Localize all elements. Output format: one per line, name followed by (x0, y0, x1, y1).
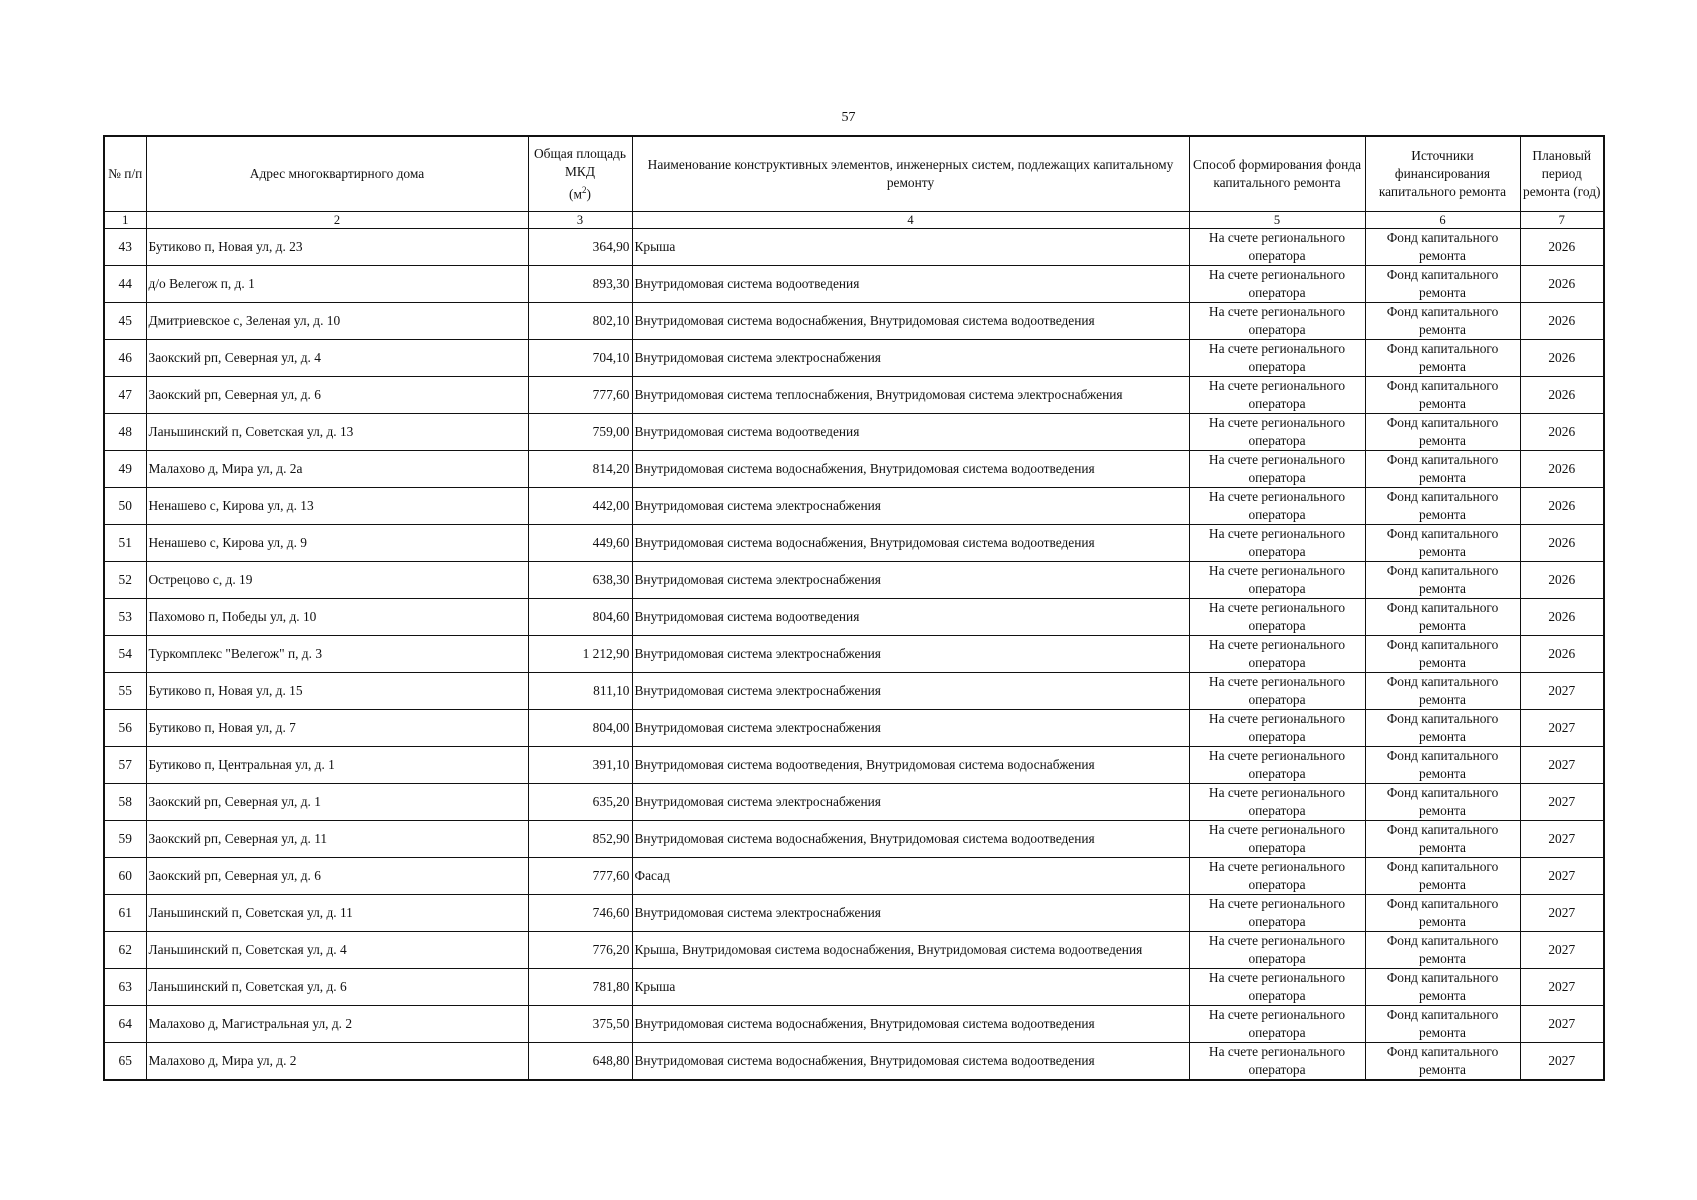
column-number: 4 (632, 212, 1189, 229)
fund-method-cell: На счете регионального оператора (1189, 488, 1365, 525)
funding-source-cell: Фонд капитального ремонта (1365, 821, 1520, 858)
area-cell: 442,00 (528, 488, 632, 525)
funding-source-cell: Фонд капитального ремонта (1365, 266, 1520, 303)
planned-year-cell: 2026 (1520, 340, 1604, 377)
table-row (104, 673, 1604, 710)
row-number: 48 (104, 414, 146, 451)
funding-source-cell: Фонд капитального ремонта (1365, 1043, 1520, 1081)
elements-cell: Внутридомовая система теплоснабжения, Внутридомовая система электроснабжения (632, 377, 1189, 414)
area-cell: 802,10 (528, 303, 632, 340)
address-cell: Бутиково п, Новая ул, д. 15 (146, 673, 528, 710)
planned-year-cell: 2026 (1520, 599, 1604, 636)
planned-year-cell: 2027 (1520, 821, 1604, 858)
planned-year-cell: 2027 (1520, 932, 1604, 969)
fund-method-cell: На счете регионального оператора (1189, 451, 1365, 488)
header-row (104, 136, 1604, 212)
header-funding-source: Источники финансирования капитального ремонта (1365, 136, 1520, 212)
column-number: 1 (104, 212, 146, 229)
elements-cell: Внутридомовая система водоотведения (632, 599, 1189, 636)
planned-year-cell: 2026 (1520, 303, 1604, 340)
header-row-number: № п/п (104, 136, 146, 212)
row-number: 64 (104, 1006, 146, 1043)
row-number: 62 (104, 932, 146, 969)
header-address: Адрес многоквартирного дома (146, 136, 528, 212)
funding-source-cell: Фонд капитального ремонта (1365, 932, 1520, 969)
address-cell: Ланьшинский п, Советская ул, д. 4 (146, 932, 528, 969)
area-cell: 804,60 (528, 599, 632, 636)
row-number: 46 (104, 340, 146, 377)
row-number: 43 (104, 229, 146, 266)
address-cell: Бутиково п, Центральная ул, д. 1 (146, 747, 528, 784)
funding-source-cell: Фонд капитального ремонта (1365, 858, 1520, 895)
table-row (104, 784, 1604, 821)
column-number: 2 (146, 212, 528, 229)
funding-source-cell: Фонд капитального ремонта (1365, 377, 1520, 414)
fund-method-cell: На счете регионального оператора (1189, 1043, 1365, 1081)
header-fund-method: Способ формирования фонда капитального ремонта (1189, 136, 1365, 212)
elements-cell: Внутридомовая система электроснабжения (632, 710, 1189, 747)
row-number: 49 (104, 451, 146, 488)
table-row (104, 525, 1604, 562)
fund-method-cell: На счете регионального оператора (1189, 229, 1365, 266)
elements-cell: Внутридомовая система водоотведения, Внутридомовая система водоснабжения (632, 747, 1189, 784)
funding-source-cell: Фонд капитального ремонта (1365, 747, 1520, 784)
address-cell: Туркомплекс "Велегож" п, д. 3 (146, 636, 528, 673)
funding-source-cell: Фонд капитального ремонта (1365, 562, 1520, 599)
address-cell: Ненашево с, Кирова ул, д. 13 (146, 488, 528, 525)
funding-source-cell: Фонд капитального ремонта (1365, 451, 1520, 488)
fund-method-cell: На счете регионального оператора (1189, 673, 1365, 710)
row-number: 58 (104, 784, 146, 821)
elements-cell: Внутридомовая система электроснабжения (632, 562, 1189, 599)
column-number: 3 (528, 212, 632, 229)
fund-method-cell: На счете регионального оператора (1189, 303, 1365, 340)
address-cell: Заокский рп, Северная ул, д. 11 (146, 821, 528, 858)
address-cell: Пахомово п, Победы ул, д. 10 (146, 599, 528, 636)
area-cell: 781,80 (528, 969, 632, 1006)
area-cell: 852,90 (528, 821, 632, 858)
fund-method-cell: На счете регионального оператора (1189, 784, 1365, 821)
address-cell: Ланьшинский п, Советская ул, д. 11 (146, 895, 528, 932)
funding-source-cell: Фонд капитального ремонта (1365, 710, 1520, 747)
elements-cell: Внутридомовая система электроснабжения (632, 895, 1189, 932)
fund-method-cell: На счете регионального оператора (1189, 562, 1365, 599)
elements-cell: Крыша (632, 969, 1189, 1006)
address-cell: Заокский рп, Северная ул, д. 6 (146, 858, 528, 895)
address-cell: Ланьшинский п, Советская ул, д. 13 (146, 414, 528, 451)
header-elements: Наименование конструктивных элементов, инженерных систем, подлежащих капитальному ремонту (632, 136, 1189, 212)
planned-year-cell: 2026 (1520, 525, 1604, 562)
address-cell: Бутиково п, Новая ул, д. 23 (146, 229, 528, 266)
elements-cell: Внутридомовая система водоснабжения, Внутридомовая система водоотведения (632, 821, 1189, 858)
address-cell: Малахово д, Мира ул, д. 2а (146, 451, 528, 488)
fund-method-cell: На счете регионального оператора (1189, 932, 1365, 969)
funding-source-cell: Фонд капитального ремонта (1365, 895, 1520, 932)
page-number: 57 (841, 110, 856, 125)
address-cell: Заокский рп, Северная ул, д. 1 (146, 784, 528, 821)
elements-cell: Внутридомовая система водоснабжения, Внутридомовая система водоотведения (632, 1043, 1189, 1081)
area-cell: 893,30 (528, 266, 632, 303)
header-area-unit: (м (569, 186, 582, 202)
table-row (104, 747, 1604, 784)
table-row (104, 1043, 1604, 1081)
fund-method-cell: На счете регионального оператора (1189, 969, 1365, 1006)
planned-year-cell: 2027 (1520, 747, 1604, 784)
table-row (104, 266, 1604, 303)
funding-source-cell: Фонд капитального ремонта (1365, 525, 1520, 562)
planned-year-cell: 2027 (1520, 784, 1604, 821)
area-cell: 777,60 (528, 858, 632, 895)
funding-source-cell: Фонд капитального ремонта (1365, 784, 1520, 821)
row-number: 53 (104, 599, 146, 636)
funding-source-cell: Фонд капитального ремонта (1365, 229, 1520, 266)
fund-method-cell: На счете регионального оператора (1189, 747, 1365, 784)
funding-source-cell: Фонд капитального ремонта (1365, 969, 1520, 1006)
elements-cell: Крыша (632, 229, 1189, 266)
area-cell: 759,00 (528, 414, 632, 451)
header-area-label: Общая площадь МКД (534, 145, 626, 179)
funding-source-cell: Фонд капитального ремонта (1365, 1006, 1520, 1043)
row-number: 63 (104, 969, 146, 1006)
planned-year-cell: 2027 (1520, 1043, 1604, 1081)
table-row (104, 932, 1604, 969)
fund-method-cell: На счете регионального оператора (1189, 1006, 1365, 1043)
table-row (104, 636, 1604, 673)
area-cell: 814,20 (528, 451, 632, 488)
planned-year-cell: 2026 (1520, 488, 1604, 525)
header-area (528, 136, 632, 212)
elements-cell: Крыша, Внутридомовая система водоснабжения, Внутридомовая система водоотведения (632, 932, 1189, 969)
column-number: 6 (1365, 212, 1520, 229)
address-cell: Бутиково п, Новая ул, д. 7 (146, 710, 528, 747)
header-area-unit-close: ) (586, 186, 591, 202)
fund-method-cell: На счете регионального оператора (1189, 377, 1365, 414)
fund-method-cell: На счете регионального оператора (1189, 821, 1365, 858)
area-cell: 638,30 (528, 562, 632, 599)
area-cell: 804,00 (528, 710, 632, 747)
table-row (104, 340, 1604, 377)
row-number: 47 (104, 377, 146, 414)
elements-cell: Внутридомовая система водоснабжения, Внутридомовая система водоотведения (632, 525, 1189, 562)
area-cell: 364,90 (528, 229, 632, 266)
repair-register-table (103, 135, 1605, 1081)
fund-method-cell: На счете регионального оператора (1189, 895, 1365, 932)
planned-year-cell: 2026 (1520, 414, 1604, 451)
table-row (104, 895, 1604, 932)
area-cell: 704,10 (528, 340, 632, 377)
table-row (104, 488, 1604, 525)
area-cell: 777,60 (528, 377, 632, 414)
table-row (104, 969, 1604, 1006)
area-cell: 811,10 (528, 673, 632, 710)
fund-method-cell: На счете регионального оператора (1189, 340, 1365, 377)
planned-year-cell: 2026 (1520, 229, 1604, 266)
address-cell: Малахово д, Мира ул, д. 2 (146, 1043, 528, 1081)
table-row (104, 229, 1604, 266)
area-cell: 776,20 (528, 932, 632, 969)
planned-year-cell: 2026 (1520, 266, 1604, 303)
funding-source-cell: Фонд капитального ремонта (1365, 599, 1520, 636)
table-row (104, 821, 1604, 858)
planned-year-cell: 2026 (1520, 562, 1604, 599)
area-cell: 391,10 (528, 747, 632, 784)
elements-cell: Внутридомовая система электроснабжения (632, 488, 1189, 525)
address-cell: Острецово с, д. 19 (146, 562, 528, 599)
elements-cell: Внутридомовая система водоснабжения, Внутридомовая система водоотведения (632, 303, 1189, 340)
table-row (104, 562, 1604, 599)
fund-method-cell: На счете регионального оператора (1189, 266, 1365, 303)
planned-year-cell: 2027 (1520, 1006, 1604, 1043)
area-cell: 635,20 (528, 784, 632, 821)
area-cell: 746,60 (528, 895, 632, 932)
table-row (104, 377, 1604, 414)
address-cell: Ланьшинский п, Советская ул, д. 6 (146, 969, 528, 1006)
elements-cell: Внутридомовая система электроснабжения (632, 340, 1189, 377)
elements-cell: Внутридомовая система водоснабжения, Внутридомовая система водоотведения (632, 1006, 1189, 1043)
planned-year-cell: 2026 (1520, 636, 1604, 673)
area-cell: 449,60 (528, 525, 632, 562)
row-number: 55 (104, 673, 146, 710)
row-number: 60 (104, 858, 146, 895)
row-number: 56 (104, 710, 146, 747)
funding-source-cell: Фонд капитального ремонта (1365, 636, 1520, 673)
table-row (104, 858, 1604, 895)
planned-year-cell: 2027 (1520, 895, 1604, 932)
planned-year-cell: 2026 (1520, 377, 1604, 414)
funding-source-cell: Фонд капитального ремонта (1365, 414, 1520, 451)
column-number: 5 (1189, 212, 1365, 229)
fund-method-cell: На счете регионального оператора (1189, 710, 1365, 747)
address-cell: Дмитриевское с, Зеленая ул, д. 10 (146, 303, 528, 340)
planned-year-cell: 2027 (1520, 710, 1604, 747)
planned-year-cell: 2027 (1520, 858, 1604, 895)
elements-cell: Внутридомовая система электроснабжения (632, 636, 1189, 673)
area-cell: 1 212,90 (528, 636, 632, 673)
column-number-row (104, 212, 1604, 229)
address-cell: Ненашево с, Кирова ул, д. 9 (146, 525, 528, 562)
address-cell: д/о Велегож п, д. 1 (146, 266, 528, 303)
row-number: 61 (104, 895, 146, 932)
row-number: 51 (104, 525, 146, 562)
fund-method-cell: На счете регионального оператора (1189, 858, 1365, 895)
fund-method-cell: На счете регионального оператора (1189, 525, 1365, 562)
planned-year-cell: 2027 (1520, 673, 1604, 710)
header-planned-year: Плановый период ремонта (год) (1520, 136, 1604, 212)
funding-source-cell: Фонд капитального ремонта (1365, 673, 1520, 710)
row-number: 45 (104, 303, 146, 340)
funding-source-cell: Фонд капитального ремонта (1365, 340, 1520, 377)
area-cell: 375,50 (528, 1006, 632, 1043)
funding-source-cell: Фонд капитального ремонта (1365, 303, 1520, 340)
fund-method-cell: На счете регионального оператора (1189, 636, 1365, 673)
elements-cell: Внутридомовая система электроснабжения (632, 784, 1189, 821)
table-row (104, 1006, 1604, 1043)
header-area-unit-sup: 2 (581, 184, 587, 195)
column-number: 7 (1520, 212, 1604, 229)
address-cell: Малахово д, Магистральная ул, д. 2 (146, 1006, 528, 1043)
planned-year-cell: 2027 (1520, 969, 1604, 1006)
table-row (104, 710, 1604, 747)
row-number: 44 (104, 266, 146, 303)
table-body (104, 229, 1604, 1081)
fund-method-cell: На счете регионального оператора (1189, 414, 1365, 451)
address-cell: Заокский рп, Северная ул, д. 6 (146, 377, 528, 414)
row-number: 57 (104, 747, 146, 784)
table-row (104, 451, 1604, 488)
table-row (104, 599, 1604, 636)
table-row (104, 303, 1604, 340)
funding-source-cell: Фонд капитального ремонта (1365, 488, 1520, 525)
elements-cell: Внутридомовая система водоотведения (632, 266, 1189, 303)
elements-cell: Внутридомовая система электроснабжения (632, 673, 1189, 710)
row-number: 50 (104, 488, 146, 525)
address-cell: Заокский рп, Северная ул, д. 4 (146, 340, 528, 377)
area-cell: 648,80 (528, 1043, 632, 1081)
row-number: 52 (104, 562, 146, 599)
planned-year-cell: 2026 (1520, 451, 1604, 488)
table-row (104, 414, 1604, 451)
row-number: 54 (104, 636, 146, 673)
row-number: 59 (104, 821, 146, 858)
fund-method-cell: На счете регионального оператора (1189, 599, 1365, 636)
elements-cell: Фасад (632, 858, 1189, 895)
row-number: 65 (104, 1043, 146, 1081)
elements-cell: Внутридомовая система водоснабжения, Внутридомовая система водоотведения (632, 451, 1189, 488)
elements-cell: Внутридомовая система водоотведения (632, 414, 1189, 451)
